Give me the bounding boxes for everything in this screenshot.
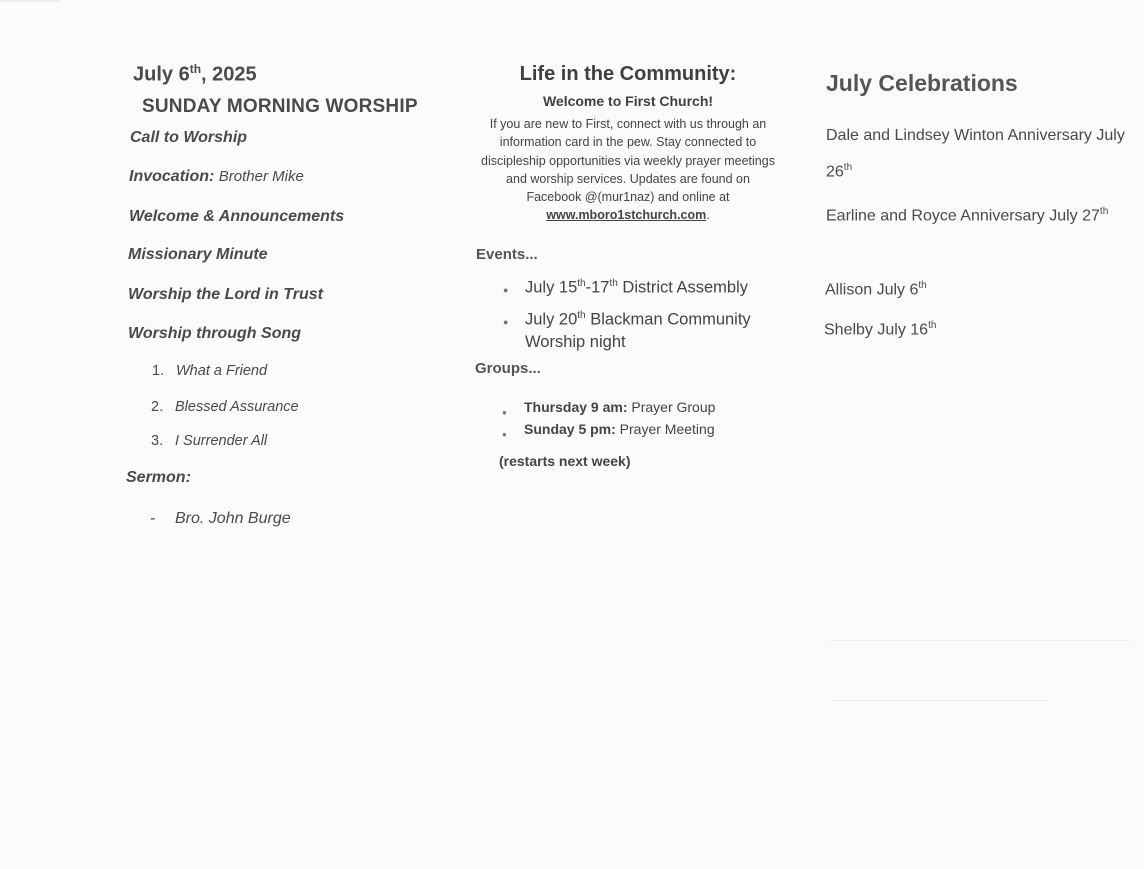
celebration-entry: Shelby July 16th — [824, 320, 937, 339]
website-link[interactable]: www.mboro1stchurch.com — [546, 208, 707, 223]
groups-list — [499, 396, 779, 440]
song-item: 2. Blessed Assurance — [151, 399, 299, 415]
event-item: ● July 15th-17th District Assembly — [500, 272, 780, 300]
celebration-entry: Dale and Lindsey Winton Anniversary July 26th — [826, 127, 1125, 181]
group-item: ● Thursday 9 am: Prayer Group — [499, 396, 779, 418]
welcome-paragraph: If you are new to First, connect with us through an information card in the pew. Stay connected to discipleship opportunities via weekly prayer meetings and worship services. Updates are found on Facebook @(mur1naz) and online at www.mboro1stchurch.com. — [481, 117, 775, 223]
service-item-worship-trust: Worship the Lord in Trust — [128, 286, 323, 303]
events-label: Events... — [476, 246, 538, 263]
service-item-worship-song: Worship through Song — [128, 325, 302, 342]
celebration-entry: Earline and Royce Anniversary July 27th — [826, 206, 1109, 225]
service-item-invocation: Invocation: Brother Mike — [129, 168, 304, 185]
preacher-name: - Bro. John Burge — [150, 510, 291, 527]
song-item: 3. I Surrender All — [151, 433, 268, 449]
restart-note: (restarts next week) — [499, 453, 631, 469]
groups-label: Groups... — [475, 360, 541, 377]
service-heading: SUNDAY MORNING WORSHIP — [142, 96, 418, 117]
service-date: July 6th, 2025 — [133, 62, 257, 86]
events-list — [500, 272, 780, 358]
scan-artifact — [830, 700, 1050, 701]
scan-artifact — [830, 640, 1130, 641]
sermon-label: Sermon: — [126, 469, 191, 486]
group-item: ● Sunday 5 pm: Prayer Meeting — [499, 418, 779, 440]
event-item: ● July 20th Blackman Community Worship night — [500, 304, 780, 355]
welcome-heading: Welcome to First Church! — [542, 93, 714, 109]
service-item-call-to-worship: Call to Worship — [130, 129, 248, 146]
service-item-missionary-minute: Missionary Minute — [128, 246, 268, 263]
service-item-welcome: Welcome & Announcements — [129, 208, 345, 225]
celebration-entry: Allison July 6th — [825, 280, 927, 299]
scan-artifact — [0, 0, 60, 2]
song-item: 1. What a Friend — [152, 363, 268, 379]
community-title: Life in the Community: — [519, 63, 737, 85]
celebrations-title: July Celebrations — [826, 70, 1018, 96]
